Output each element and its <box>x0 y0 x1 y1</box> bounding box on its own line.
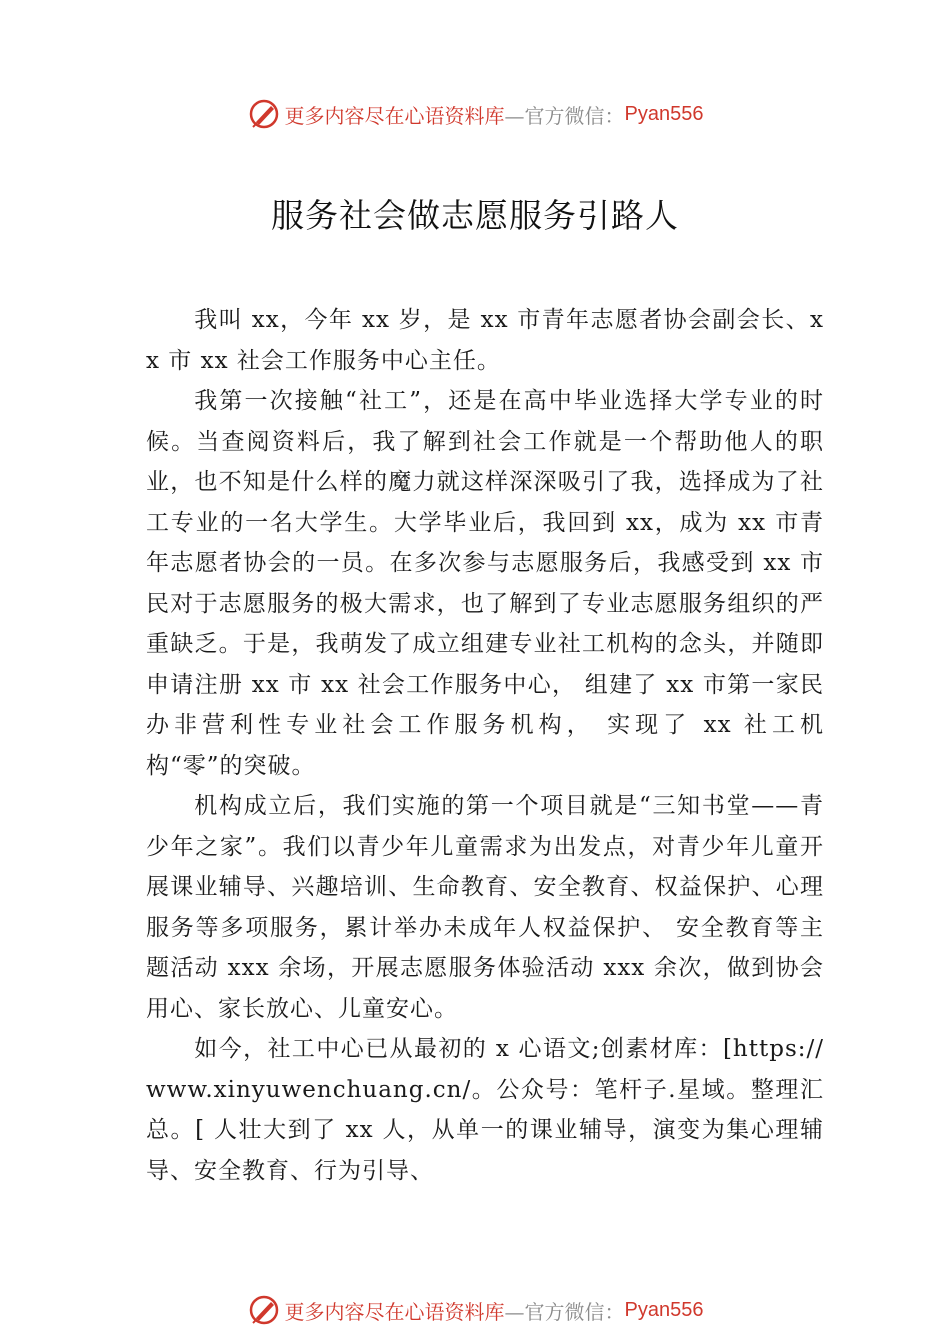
banner-wechat-id: Pyan556 <box>624 1298 704 1321</box>
banner-grey-text: —官方微信： <box>504 1299 625 1324</box>
paragraph: 我叫 xx，今年 xx 岁，是 xx 市青年志愿者协会副会长、xx 市 xx 社会工作服务中心主任。 <box>146 307 824 374</box>
pen-logo-icon <box>247 97 281 131</box>
banner-grey-text: —官方微信： <box>504 103 625 128</box>
paragraph: 如今，社工中心已从最初的 x 心语文;创素材库：[https://www.xinyuwenchuang.cn/。公众号：笔杆子.星域。整理汇总。[ 人壮大到了 xx 人，从单一的课业辅导，演变为集心理辅导、安全教育、行为引导、 <box>146 1036 824 1184</box>
document-body <box>146 300 824 1191</box>
pen-logo-icon <box>247 1293 281 1327</box>
footer-watermark-banner <box>0 1290 950 1330</box>
banner-red-text: 更多内容尽在心语资料库 <box>284 103 505 128</box>
document-title: 服务社会做志愿服务引路人 <box>271 196 679 235</box>
banner-red-text: 更多内容尽在心语资料库 <box>284 1299 505 1324</box>
header-watermark-banner <box>0 94 950 134</box>
banner-wechat-id: Pyan556 <box>624 102 704 125</box>
paragraph: 机构成立后，我们实施的第一个项目就是“三知书堂——青少年之家”。我们以青少年儿童需求为出发点，对青少年儿童开展课业辅导、兴趣培训、生命教育、安全教育、权益保护、心理服务等多项服务，累计举办未成年人权益保护、 安全教育等主题活动 xxx 余场，开展志愿服务体验活动 xxx 余次，做到协会用心、家长放心、儿童安心。 <box>146 793 824 1022</box>
paragraph: 我第一次接触“社工”，还是在高中毕业选择大学专业的时候。当查阅资料后，我了解到社会工作就是一个帮助他人的职业，也不知是什么样的魔力就这样深深吸引了我，选择成为了社工专业的一名大学生。大学毕业后，我回到 xx，成为 xx 市青年志愿者协会的一员。在多次参与志愿服务后，我感受到 xx 市民对于志愿服务的极大需求，也了解到了专业志愿服务组织的严重缺乏。于是，我萌发了成立组建专业社工机构的念头，并随即申请注册 xx 市 xx 社会工作服务中心， 组建了 xx 市第一家民办非营利性专业社会工作服务机构， 实现了 xx 社工机构“零”的突破。 <box>146 388 824 779</box>
